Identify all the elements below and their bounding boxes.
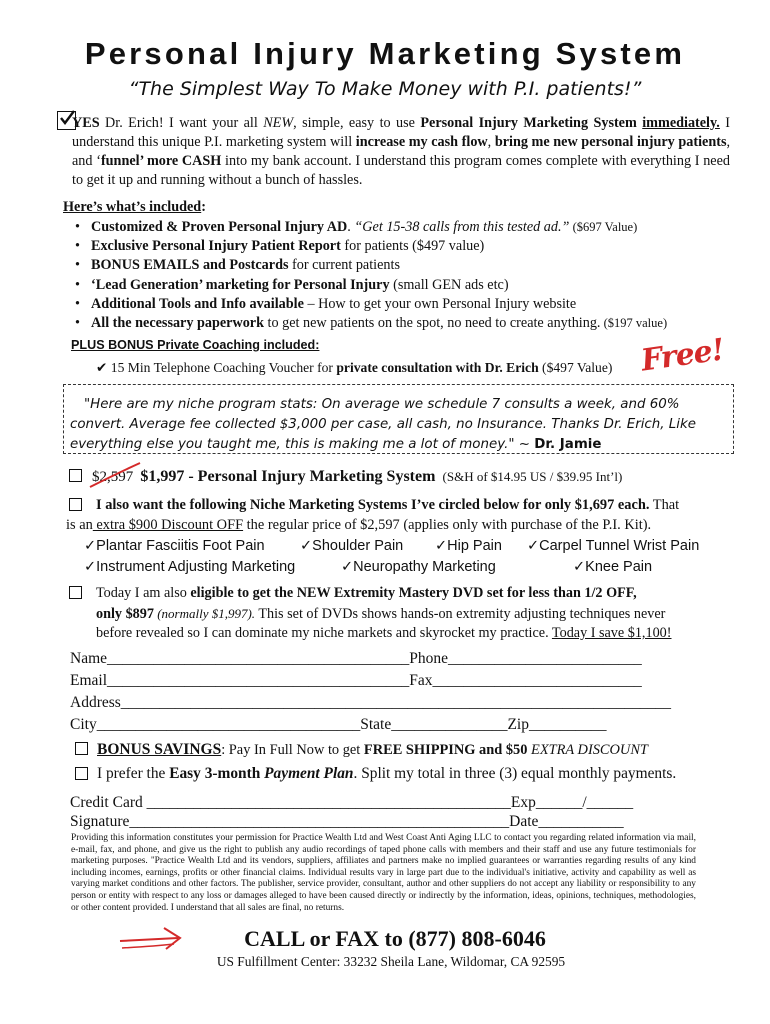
testimonial-quote: "Here are my niche program stats: On average we schedule 7 consults a week, and 60% convert. Average fee collected $3,000 per case, all cash, no Insurance. Thanks Dr. Erich, Like everything else you taught me, this is making me a lot of money." xyxy=(70,397,696,452)
offer2-line1: I also want the following Niche Marketing Systems I’ve circled below for only $1,697 each. That xyxy=(96,497,680,513)
niche-item-shoulder[interactable]: ✓Shoulder Pain xyxy=(300,538,404,554)
niche-item-knee[interactable]: ✓Knee Pain xyxy=(573,559,653,575)
offer1-checkbox[interactable] xyxy=(69,469,82,482)
niche-item-instrument[interactable]: ✓Instrument Adjusting Marketing xyxy=(84,559,296,575)
list-item: • Exclusive Personal Injury Patient Report for patients ($497 value) xyxy=(73,237,733,256)
offer1-line: $2,597 $1,997 - Personal Injury Marketing System (S&H of $14.95 US / $39.95 Int’l) xyxy=(92,467,622,487)
signature-field[interactable]: Signature_________________________________________________Date___________ xyxy=(70,813,624,830)
offer2-line2: is an extra $900 Discount OFF the regular price of $2,597 (applies only with purchase of the P.I. Kit). xyxy=(66,517,652,533)
list-item: • Additional Tools and Info available – How to get your own Personal Injury website xyxy=(73,295,733,314)
old-price: $2,597 xyxy=(92,469,137,485)
niche-item-hip[interactable]: ✓Hip Pain xyxy=(435,538,502,554)
free-stamp: Free! xyxy=(638,332,726,379)
included-heading: Here’s what’s included: xyxy=(63,199,206,215)
niche-item-neuropathy[interactable]: ✓Neuropathy Marketing xyxy=(341,559,496,575)
bonus-savings-checkbox[interactable] xyxy=(75,742,88,755)
offer3-text: Today I am also eligible to get the NEW Extremity Mastery DVD set for less than 1/2 OFF, only $897 (normally $1,997). This set of DVDs shows hands-on extremity adjusting techniques never before revealed so I can dominate my niche markets and skyrocket my practice. Today I save $1,100! xyxy=(96,585,672,641)
page-subtitle: “The Simplest Way To Make Money with P.I. patients!” xyxy=(128,78,642,100)
list-item: • ‘Lead Generation’ marketing for Personal Injury (small GEN ads etc) xyxy=(73,276,733,295)
list-item: • All the necessary paperwork to get new patients on the spot, no need to create anything. ($197 value) xyxy=(73,314,733,333)
email-fax-field[interactable]: Email_______________________________________Fax___________________________ xyxy=(70,672,642,689)
strikethrough-scribble xyxy=(88,461,142,491)
address-field[interactable]: Address_______________________________________________________________________ xyxy=(70,694,672,711)
included-list xyxy=(73,218,733,333)
offer2-checkbox[interactable] xyxy=(69,498,82,511)
payment-plan-checkbox[interactable] xyxy=(75,767,88,780)
check-icon: ✔ xyxy=(96,360,108,375)
credit-card-field[interactable]: Credit Card _______________________________________________Exp______/______ xyxy=(70,794,634,811)
call-fax-heading: CALL or FAX to (877) 808-6046 xyxy=(244,926,546,951)
niche-item-plantar[interactable]: ✓Plantar Fasciitis Foot Pain xyxy=(84,538,265,554)
plus-bonus-heading: PLUS BONUS Private Coaching included: xyxy=(71,338,320,352)
testimonial-box: "Here are my niche program stats: On average we schedule 7 consults a week, and 60% convert. Average fee collected $3,000 per case, all cash, no Insurance. Thanks Dr. Erich, Like everything else you taught me, this is making me a lot of money." ~ Dr. Jamie xyxy=(63,384,734,454)
payment-plan-line: I prefer the Easy 3-month Payment Plan. Split my total in three (3) equal monthly payments. xyxy=(97,765,677,782)
testimonial-author: Dr. Jamie xyxy=(534,437,602,452)
name-phone-field[interactable]: Name_______________________________________Phone_________________________ xyxy=(70,650,642,667)
city-state-zip-field[interactable]: City__________________________________State_______________Zip__________ xyxy=(70,716,607,733)
coaching-line: ✔ 15 Min Telephone Coaching Voucher for private consultation with Dr. Erich ($497 Value) xyxy=(96,360,613,375)
page-title: Personal Injury Marketing System xyxy=(84,36,686,71)
list-item: • BONUS EMAILS and Postcards for current patients xyxy=(73,256,733,275)
fulfillment-address: US Fulfillment Center: 33232 Sheila Lane, Wildomar, CA 92595 xyxy=(216,954,566,969)
offer3-checkbox[interactable] xyxy=(69,586,82,599)
yes-label: YES xyxy=(72,115,100,131)
niche-item-carpel[interactable]: ✓Carpel Tunnel Wrist Pain xyxy=(527,538,700,554)
intro-paragraph: YES Dr. Erich! I want your all NEW, simple, easy to use Personal Injury Marketing System immediately. I understand this unique P.I. marketing system will increase my cash flow, bring me new personal injury patients, and ‘funnel’ more CASH into my bank account. I understand this program comes complete with everything I need to get it up and running without a bunch of hassles. xyxy=(72,115,731,188)
list-item: • Customized & Proven Personal Injury AD. “Get 15-38 calls from this tested ad.” ($697 Value) xyxy=(73,218,733,237)
bonus-savings-line: BONUS SAVINGS: Pay In Full Now to get FREE SHIPPING and $50 EXTRA DISCOUNT xyxy=(97,741,648,758)
disclaimer-text: Providing this information constitutes your permission for Practice Wealth Ltd and West Coast Anti Aging LLC to contact you regarding related information via mail, e-mail, fax, and phone, and give us the right to publish any audio recordings of taped phone calls with members and their staff and use any future testimonials for marketing purposes. "Practice Wealth Ltd and its vendors, suppliers, affiliates and partners make no implied guarantees or warranties regarding results of any kind including incomes, earnings, profits or other financial claims. Individual results vary in large part due to the individual's initiative, activity and capability as well as varying market conditions and other factors. The publisher, service provider, consultant, author and other suppliers do not accept any liability or responsibility to any person or entity with respect to any loss or damages alleged to have been caused directly or indirectly by the information, ideas, opinions, techniques, methodologies, or other content provided. I understand that all sales are final, no returns. xyxy=(71,833,696,913)
